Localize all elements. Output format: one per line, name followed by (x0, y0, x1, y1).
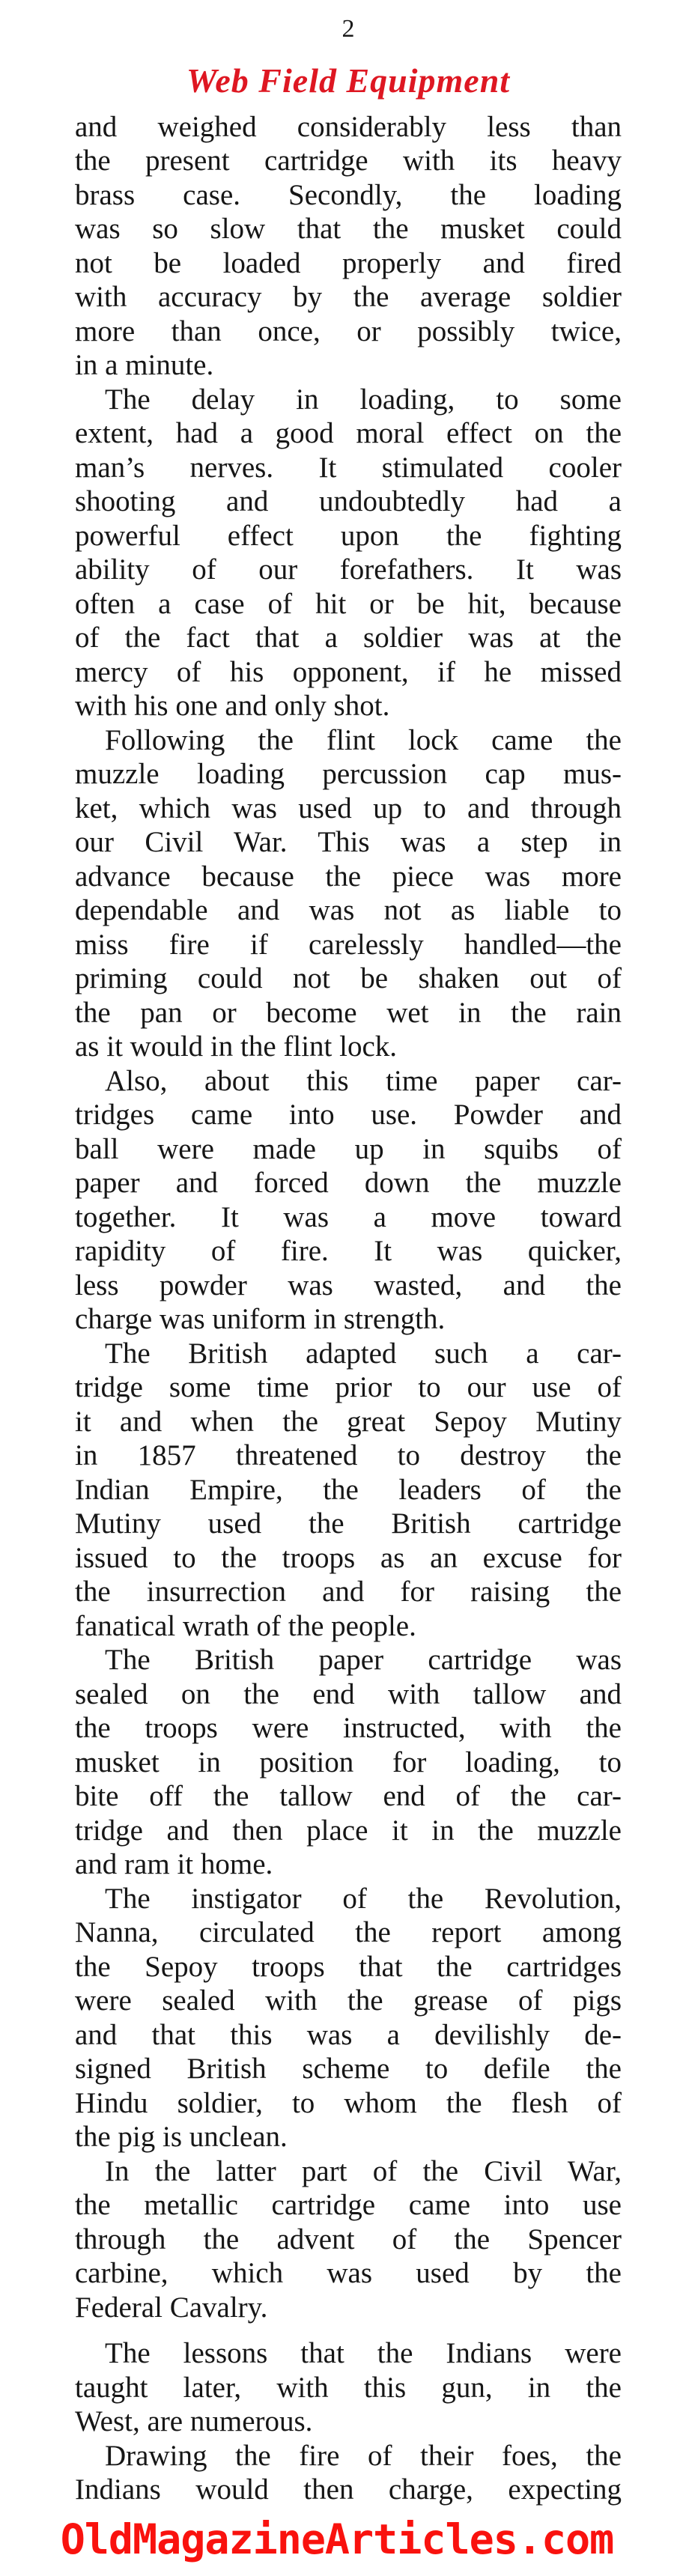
article-body (75, 110, 622, 2507)
text-line: not be loaded properly and fired (75, 246, 622, 279)
text-line: tridges came into use. Powder and (75, 1099, 622, 1131)
text-line: muzzle loading percussion cap mus- (75, 758, 622, 791)
text-line: Federal Cavalry. (75, 2291, 268, 2324)
paragraph (75, 2439, 622, 2507)
text-line: rapidity of fire. It was quicker, (75, 1235, 622, 1268)
paragraph (75, 2336, 622, 2439)
text-line: ability of our forefathers. It was (75, 553, 622, 586)
text-line: the troops were instructed, with the (75, 1712, 622, 1745)
text-line: our Civil War. This was a step in (75, 826, 622, 859)
text-line: was so slow that the musket could (75, 213, 622, 246)
text-line: often a case of hit or be hit, because (75, 587, 622, 620)
article-title: Web Field Equipment (186, 61, 511, 100)
paragraph (75, 1643, 622, 1882)
text-line: tridge some time prior to our use of (75, 1371, 622, 1404)
text-column (75, 0, 622, 2507)
paragraph (75, 2154, 622, 2325)
text-line: the Sepoy troops that the cartridges (75, 1950, 622, 1983)
text-line: The British adapted such a car- (105, 1337, 622, 1370)
paragraph (75, 1064, 622, 1337)
text-line: tridge and then place it in the muzzle (75, 1814, 622, 1847)
text-line: Nanna, circulated the report among (75, 1916, 622, 1949)
text-line: The instigator of the Revolution, (105, 1882, 622, 1915)
text-line: The lessons that the Indians were (105, 2337, 622, 2370)
text-line: more than once, or possibly twice, (75, 315, 622, 347)
text-line: priming could not be shaken out of (75, 962, 622, 995)
text-line: The British paper cartridge was (105, 1644, 622, 1677)
text-line: ket, which was used up to and through (75, 792, 622, 824)
text-line: together. It was a move toward (75, 1200, 622, 1233)
paragraph (75, 1337, 622, 1644)
text-line: with his one and only shot. (75, 690, 390, 723)
text-line: as it would in the flint lock. (75, 1030, 398, 1063)
text-line: the present cartridge with its heavy (75, 145, 622, 177)
text-line: Indian Empire, the leaders of the (75, 1473, 622, 1506)
text-line: the metallic cartridge came into use (75, 2189, 622, 2222)
text-line: mercy of his opponent, if he missed (75, 655, 622, 688)
text-line: The delay in loading, to some (105, 383, 622, 416)
text-line: miss fire if carelessly handled—the (75, 928, 622, 961)
text-line: bite off the tallow end of the car- (75, 1780, 622, 1813)
text-line: issued to the troops as an excuse for (75, 1541, 622, 1574)
text-line: and that this was a devilishly de- (75, 2018, 622, 2051)
paragraph (75, 110, 622, 383)
paragraph (75, 383, 622, 723)
text-line: sealed on the end with tallow and (75, 1677, 622, 1710)
text-line: carbine, which was used by the (75, 2257, 622, 2290)
text-line: charge was uniform in strength. (75, 1303, 446, 1336)
text-line: the insurrection and for raising the (75, 1576, 622, 1609)
text-line: Hindu soldier, to whom the flesh of (75, 2086, 622, 2119)
paragraph (75, 1882, 622, 2154)
text-line: less powder was wasted, and the (75, 1269, 622, 1301)
watermark: OldMagazineArticles.com (60, 2515, 614, 2563)
text-line: in 1857 threatened to destroy the (75, 1439, 622, 1472)
text-line: Mutiny used the British cartridge (75, 1507, 622, 1540)
text-line: advance because the piece was more (75, 860, 622, 893)
text-line: and ram it home. (75, 1848, 273, 1881)
text-line: In the latter part of the Civil War, (105, 2154, 622, 2187)
text-line: signed British scheme to defile the (75, 2053, 622, 2086)
text-line: fanatical wrath of the people. (75, 1609, 416, 1642)
page-number: 2 (341, 15, 355, 43)
text-line: brass case. Secondly, the loading (75, 178, 622, 211)
text-line: musket in position for loading, to (75, 1746, 622, 1778)
text-line: in a minute. (75, 349, 214, 382)
text-line: Also, about this time paper car- (105, 1064, 622, 1097)
text-line: extent, had a good moral effect on the (75, 417, 622, 450)
text-line: powerful effect upon the fighting (75, 519, 622, 552)
text-line: man’s nerves. It stimulated cooler (75, 451, 622, 484)
text-line: ball were made up in squibs of (75, 1132, 622, 1165)
text-line: the pan or become wet in the rain (75, 996, 622, 1029)
text-line: it and when the great Sepoy Mutiny (75, 1405, 622, 1438)
text-line: the pig is unclean. (75, 2121, 288, 2154)
text-line: paper and forced down the muzzle (75, 1167, 622, 1200)
text-line: were sealed with the grease of pigs (75, 1984, 622, 2017)
text-line: Following the flint lock came the (105, 723, 622, 756)
text-line: shooting and undoubtedly had a (75, 485, 622, 518)
text-line: Drawing the fire of their foes, the (105, 2439, 622, 2472)
text-line: West, are numerous. (75, 2405, 313, 2438)
text-line: through the advent of the Spencer (75, 2223, 622, 2255)
text-line: and weighed considerably less than (75, 110, 622, 143)
text-line: of the fact that a soldier was at the (75, 622, 622, 654)
text-line: with accuracy by the average soldier (75, 281, 622, 314)
text-line: taught later, with this gun, in the (75, 2371, 622, 2404)
text-line: dependable and was not as liable to (75, 894, 622, 927)
text-line: Indians would then charge, expecting (75, 2473, 622, 2506)
paragraph (75, 723, 622, 1064)
